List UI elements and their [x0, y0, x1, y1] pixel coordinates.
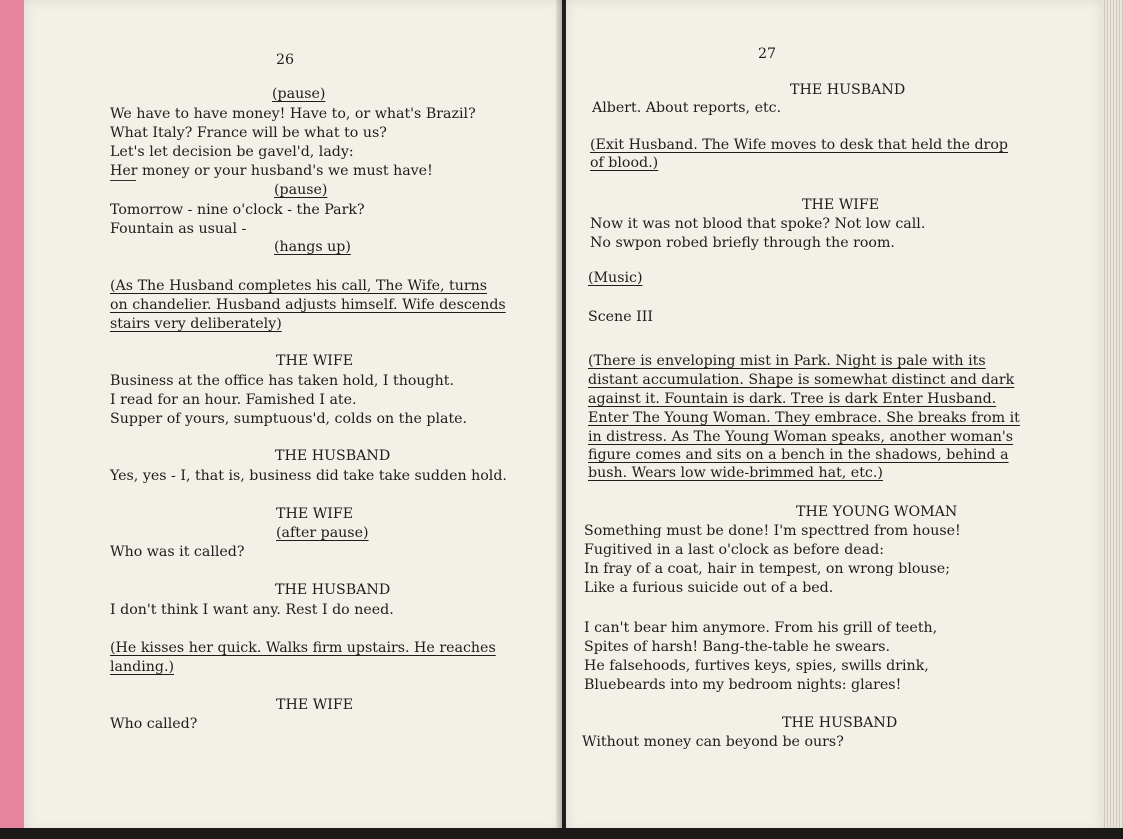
- stage-direction: (There is enveloping mist in Park. Night is pale with its: [588, 353, 986, 369]
- page-number: 26: [276, 52, 295, 68]
- character-name: THE HUSBAND: [782, 715, 898, 731]
- dialogue-line: Like a furious suicide out of a bed.: [584, 580, 834, 596]
- stage-direction: (hangs up): [274, 239, 351, 255]
- stage-direction: stairs very deliberately): [110, 316, 282, 332]
- dialogue-line: Business at the office has taken hold, I thought.: [110, 373, 454, 389]
- stage-direction: (As The Husband completes his call, The Wife, turns: [110, 278, 488, 294]
- dialogue-line: Fountain as usual -: [110, 221, 247, 237]
- stage-direction: in distress. As The Young Woman speaks, another woman's: [588, 429, 1014, 445]
- dialogue-line: Her money or your husband's we must have!: [110, 163, 433, 179]
- character-name: THE WIFE: [276, 506, 354, 522]
- dialogue-line: Spites of harsh! Bang-the-table he swears.: [584, 639, 891, 655]
- dialogue-line: What Italy? France will be what to us?: [110, 125, 387, 141]
- dialogue-line: Who was it called?: [110, 544, 245, 560]
- character-name: THE WIFE: [276, 353, 354, 369]
- dialogue-line: I read for an hour. Famished I ate.: [110, 392, 357, 408]
- stage-direction: Enter The Young Woman. They embrace. She breaks from it: [588, 410, 1020, 426]
- scan-background: [0, 828, 1123, 839]
- dialogue-line: Now it was not blood that spoke? Not low call.: [590, 216, 926, 232]
- dialogue-line: Albert. About reports, etc.: [592, 100, 782, 116]
- dialogue-line: No swpon robed briefly through the room.: [590, 235, 895, 251]
- left-page: [24, 0, 562, 832]
- stage-direction: (Exit Husband. The Wife moves to desk that held the drop: [590, 137, 1008, 153]
- character-name: THE WIFE: [802, 197, 880, 213]
- stage-direction: figure comes and sits on a bench in the shadows, behind a: [588, 447, 1009, 463]
- dialogue-line: Let's let decision be gavel'd, lady:: [110, 144, 354, 160]
- dialogue-line: Yes, yes - I, that is, business did take take sudden hold.: [110, 468, 507, 484]
- dialogue-line: We have to have money! Have to, or what's Brazil?: [110, 106, 476, 122]
- stage-direction: against it. Fountain is dark. Tree is dark Enter Husband.: [588, 391, 997, 407]
- dialogue-line: I can't bear him anymore. From his grill of teeth,: [584, 620, 938, 636]
- dialogue-line: Bluebeards into my bedroom nights: glares!: [584, 677, 902, 693]
- page-stack-edge: [1102, 0, 1123, 832]
- stage-direction: landing.): [110, 659, 175, 675]
- character-name: THE HUSBAND: [275, 582, 391, 598]
- dialogue-line: In fray of a coat, hair in tempest, on wrong blouse;: [584, 561, 950, 577]
- stage-direction: distant accumulation. Shape is somewhat distinct and dark: [588, 372, 1015, 388]
- dialogue-line: I don't think I want any. Rest I do need.: [110, 602, 394, 618]
- scene-heading: Scene III: [588, 309, 653, 325]
- stage-direction: (He kisses her quick. Walks firm upstairs. He reaches: [110, 640, 496, 656]
- character-name: THE YOUNG WOMAN: [796, 504, 958, 520]
- stage-direction: bush. Wears low wide-brimmed hat, etc.): [588, 465, 883, 481]
- right-page: [566, 0, 1102, 832]
- stage-direction: (Music): [588, 270, 643, 286]
- dialogue-line: He falsehoods, furtives keys, spies, swills drink,: [584, 658, 929, 674]
- page-number: 27: [758, 46, 777, 62]
- underline-mark: [110, 180, 136, 181]
- dialogue-line: Tomorrow - nine o'clock - the Park?: [110, 202, 365, 218]
- stage-direction: (pause): [274, 182, 328, 198]
- character-name: THE WIFE: [276, 697, 354, 713]
- dialogue-line: Something must be done! I'm specttred from house!: [584, 523, 961, 539]
- book-cover-edge: [0, 0, 24, 839]
- dialogue-line: Without money can beyond be ours?: [582, 734, 844, 750]
- stage-direction: (pause): [272, 86, 326, 102]
- dialogue-line: Supper of yours, sumptuous'd, colds on the plate.: [110, 411, 468, 427]
- stage-direction: on chandelier. Husband adjusts himself. Wife descends: [110, 297, 506, 313]
- dialogue-line: Who called?: [110, 716, 198, 732]
- stage-direction: (after pause): [276, 525, 369, 541]
- dialogue-line: Fugitived in a last o'clock as before dead:: [584, 542, 885, 558]
- character-name: THE HUSBAND: [275, 448, 391, 464]
- stage-direction: of blood.): [590, 155, 659, 171]
- character-name: THE HUSBAND: [790, 82, 906, 98]
